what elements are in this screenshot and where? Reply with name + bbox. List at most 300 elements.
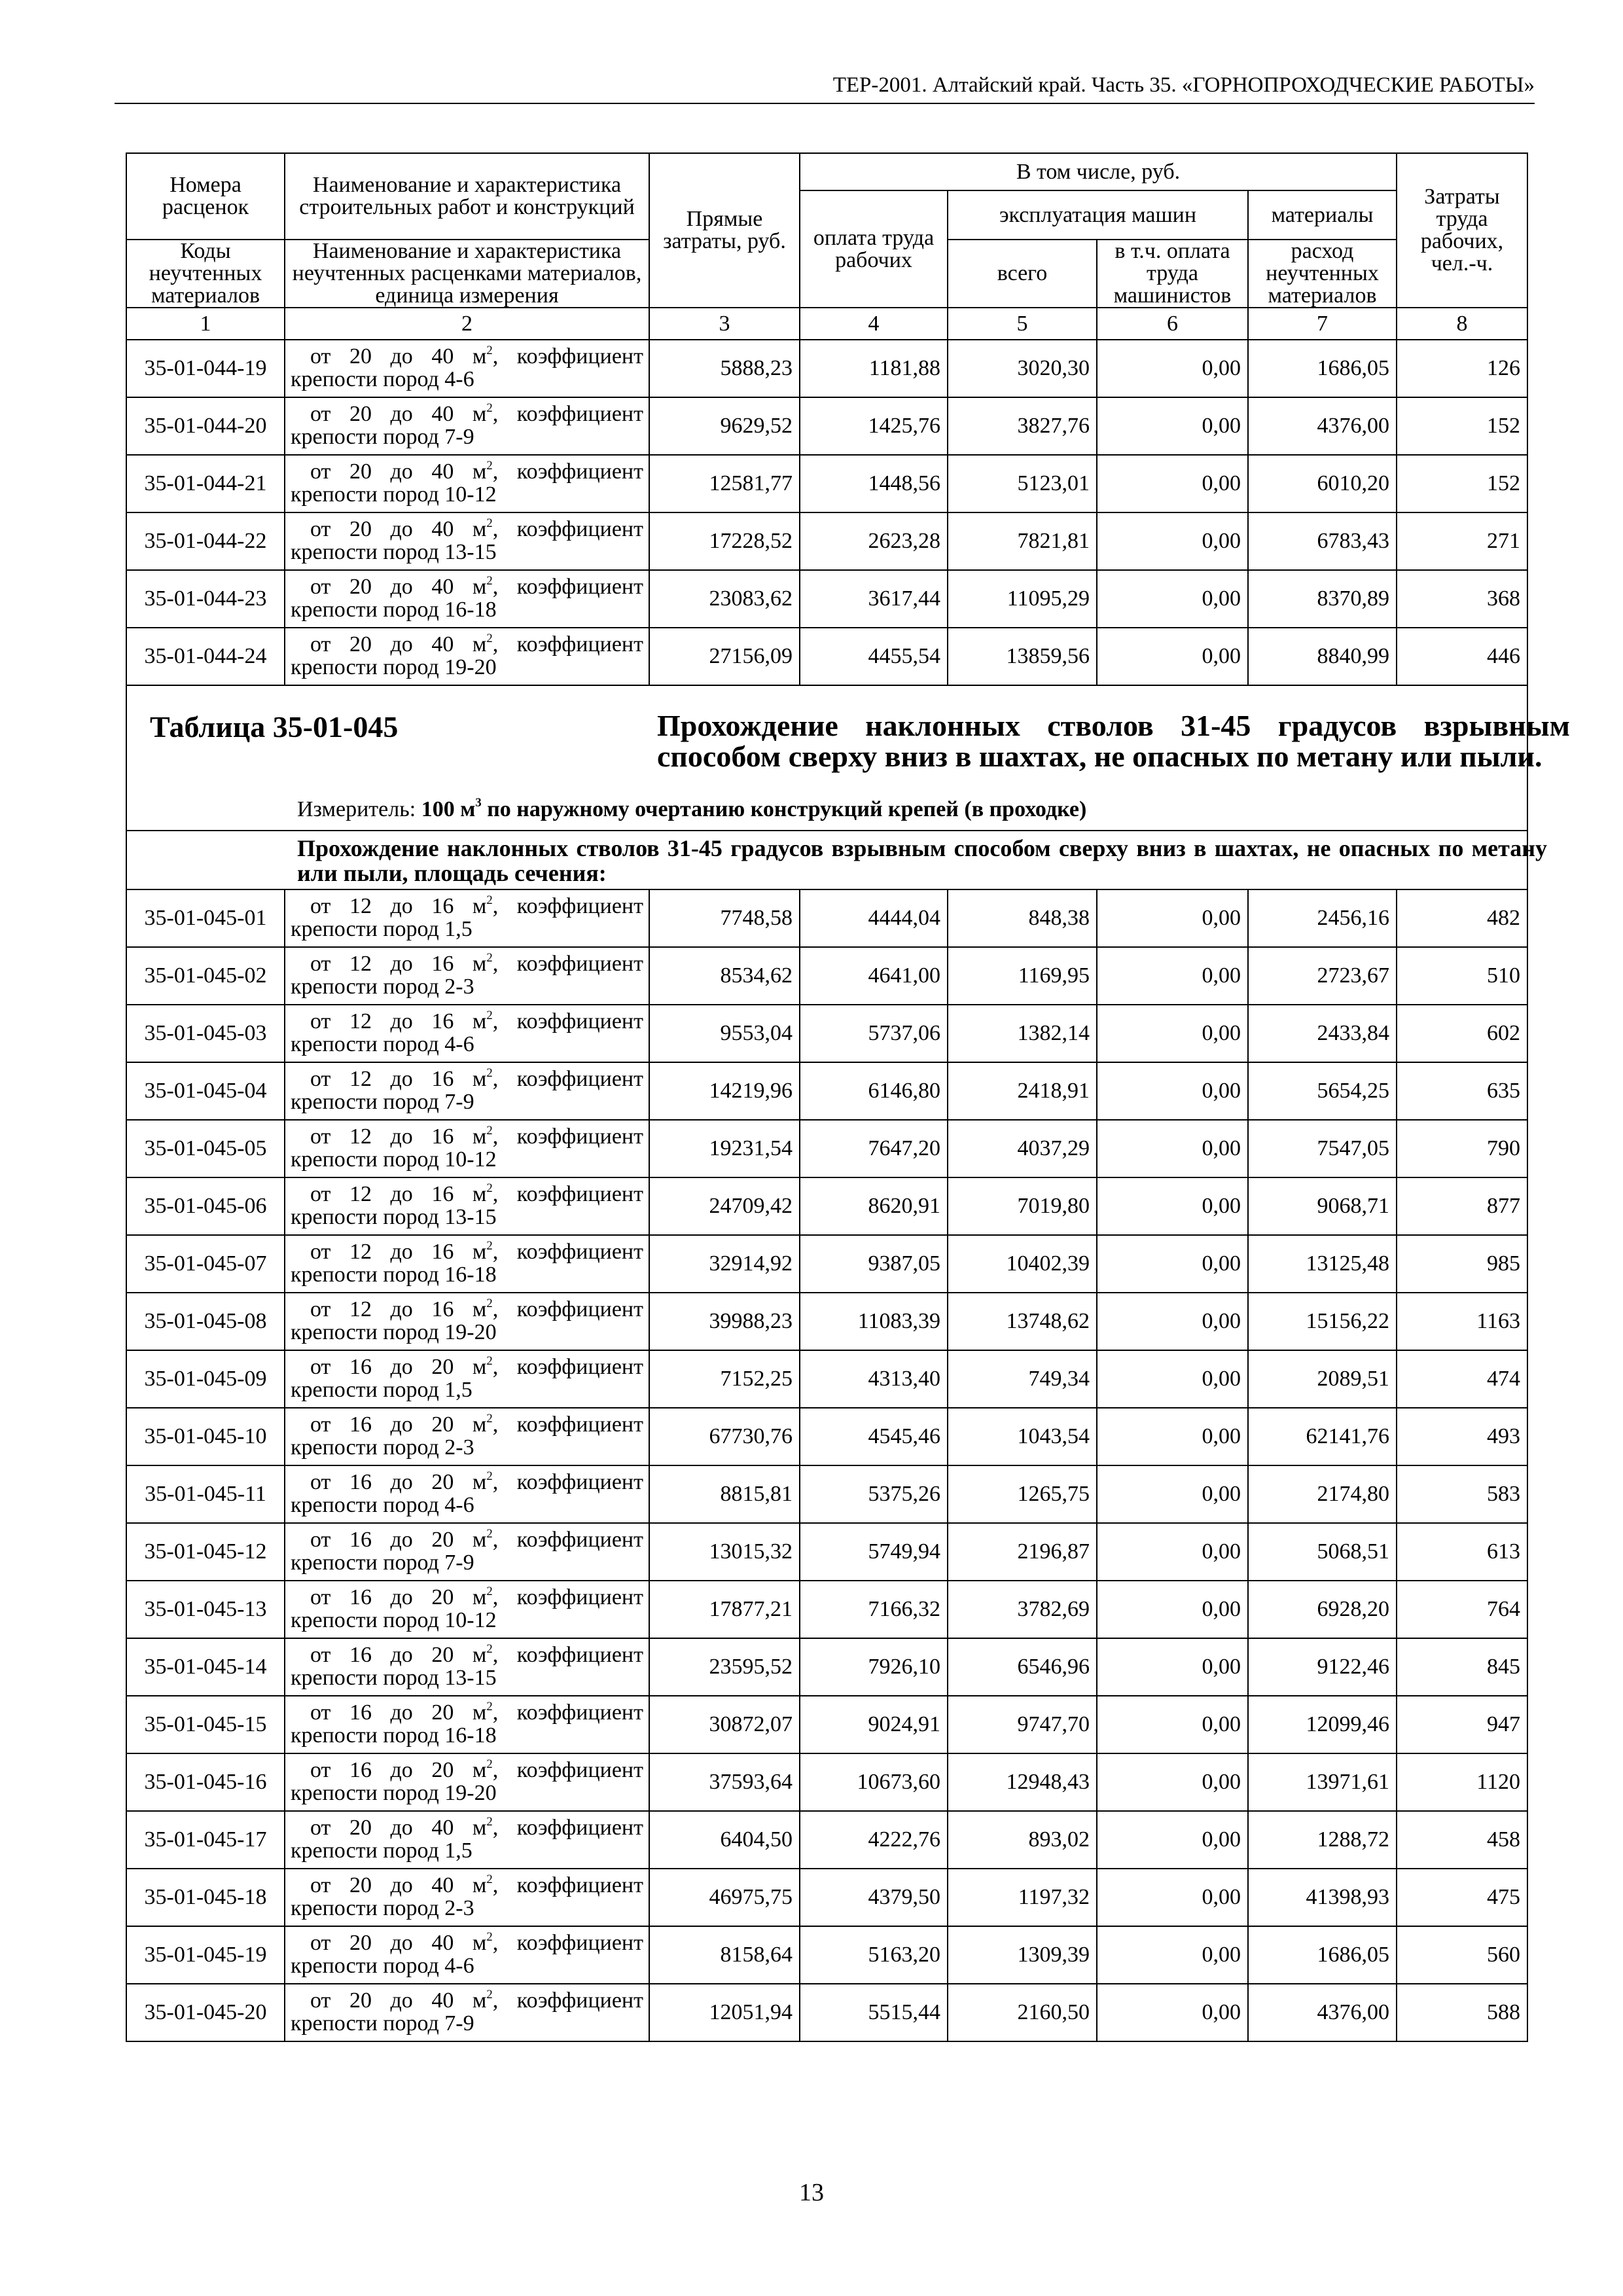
description-line-1 <box>291 1471 643 1494</box>
description-line-1 <box>291 1759 643 1782</box>
materials-value: 12099,46 <box>1248 1696 1397 1753</box>
description-tail: , коэффициент <box>492 1873 643 1898</box>
header-materials: материалы <box>1248 190 1397 240</box>
rate-code: 35-01-044-22 <box>126 512 285 570</box>
machines-total-value: 13748,62 <box>948 1293 1097 1350</box>
column-number: 8 <box>1397 308 1527 340</box>
worker-pay-value: 9024,91 <box>800 1696 948 1753</box>
labor-costs-value: 635 <box>1397 1062 1527 1120</box>
description-range: от 20 до 40 м <box>310 575 487 600</box>
work-description <box>285 1811 649 1869</box>
work-description <box>285 889 649 947</box>
description-tail: , коэффициент <box>492 1585 643 1610</box>
table-row <box>126 1926 1527 1984</box>
description-tail: , коэффициент <box>492 1182 643 1207</box>
description-range: от 16 до 20 м <box>310 1355 487 1380</box>
worker-pay-value: 9387,05 <box>800 1235 948 1293</box>
machines-total-value: 6546,96 <box>948 1638 1097 1696</box>
rate-code: 35-01-045-11 <box>126 1465 285 1523</box>
description-sup: 2 <box>486 344 493 358</box>
operator-pay-value: 0,00 <box>1097 628 1248 685</box>
labor-costs-value: 602 <box>1397 1005 1527 1062</box>
direct-costs-value: 12581,77 <box>649 455 800 512</box>
header-operator-pay: в т.ч. оплата труда машинистов <box>1097 240 1248 308</box>
description-line-2: крепости пород 13-15 <box>291 540 497 564</box>
description-range: от 12 до 16 м <box>310 894 487 919</box>
labor-costs-value: 583 <box>1397 1465 1527 1523</box>
labor-costs-value: 482 <box>1397 889 1527 947</box>
worker-pay-value: 2623,28 <box>800 512 948 570</box>
description-line-2: крепости пород 1,5 <box>291 1839 473 1863</box>
direct-costs-value: 30872,07 <box>649 1696 800 1753</box>
unit-value: 100 м <box>421 797 476 821</box>
work-description <box>285 1984 649 2041</box>
description-sup: 2 <box>486 1124 493 1138</box>
description-sup: 2 <box>486 1700 493 1714</box>
description-line-1 <box>291 895 643 918</box>
work-description <box>285 570 649 628</box>
operator-pay-value: 0,00 <box>1097 1120 1248 1177</box>
worker-pay-value: 4545,46 <box>800 1408 948 1465</box>
description-line-2: крепости пород 4-6 <box>291 1954 474 1978</box>
description-line-2: крепости пород 4-6 <box>291 1032 474 1056</box>
direct-costs-value: 5888,23 <box>649 340 800 397</box>
description-sup: 2 <box>486 1066 493 1081</box>
rate-code: 35-01-045-20 <box>126 1984 285 2041</box>
machines-total-value: 2160,50 <box>948 1984 1097 2041</box>
worker-pay-value: 11083,39 <box>800 1293 948 1350</box>
labor-costs-value: 152 <box>1397 455 1527 512</box>
description-line-2: крепости пород 13-15 <box>291 1205 497 1229</box>
machines-total-value: 2418,91 <box>948 1062 1097 1120</box>
operator-pay-value: 0,00 <box>1097 1638 1248 1696</box>
operator-pay-value: 0,00 <box>1097 455 1248 512</box>
direct-costs-value: 23595,52 <box>649 1638 800 1696</box>
description-line-2: крепости пород 19-20 <box>291 655 497 679</box>
header-material-names: Наименование и характеристика неучтенных расценками материалов, единица измерения <box>285 240 649 308</box>
description-line-1 <box>291 1817 643 1840</box>
table-row <box>126 1811 1527 1869</box>
labor-costs-value: 790 <box>1397 1120 1527 1177</box>
rate-code: 35-01-044-23 <box>126 570 285 628</box>
description-line-1 <box>291 403 643 426</box>
description-tail: , коэффициент <box>492 1124 643 1149</box>
table-row <box>126 1235 1527 1293</box>
rate-code: 35-01-045-01 <box>126 889 285 947</box>
description-line-1 <box>291 518 643 541</box>
machines-total-value: 9747,70 <box>948 1696 1097 1753</box>
worker-pay-value: 1448,56 <box>800 455 948 512</box>
description-sup: 2 <box>486 1642 493 1657</box>
description-line-2: крепости пород 7-9 <box>291 2011 474 2036</box>
work-description <box>285 455 649 512</box>
operator-pay-value: 0,00 <box>1097 1062 1248 1120</box>
machines-total-value: 4037,29 <box>948 1120 1097 1177</box>
operator-pay-value: 0,00 <box>1097 1235 1248 1293</box>
description-sup: 2 <box>486 1239 493 1253</box>
table-row <box>126 1638 1527 1696</box>
column-number: 1 <box>126 308 285 340</box>
rate-code: 35-01-044-20 <box>126 397 285 455</box>
machines-total-value: 1309,39 <box>948 1926 1097 1984</box>
description-line-1 <box>291 1644 643 1667</box>
work-description <box>285 947 649 1005</box>
description-line-1 <box>291 1068 643 1091</box>
work-description <box>285 1869 649 1926</box>
materials-value: 2089,51 <box>1248 1350 1397 1408</box>
operator-pay-value: 0,00 <box>1097 340 1248 397</box>
rate-code: 35-01-045-19 <box>126 1926 285 1984</box>
description-line-2: крепости пород 7-9 <box>291 425 474 449</box>
rate-code: 35-01-045-04 <box>126 1062 285 1120</box>
rate-code: 35-01-045-13 <box>126 1581 285 1638</box>
column-number-row <box>126 308 1527 340</box>
description-sup: 2 <box>486 951 493 965</box>
worker-pay-value: 7647,20 <box>800 1120 948 1177</box>
work-description <box>285 1523 649 1581</box>
machines-total-value: 1265,75 <box>948 1465 1097 1523</box>
labor-costs-value: 126 <box>1397 340 1527 397</box>
column-number: 7 <box>1248 308 1397 340</box>
rows-top <box>126 340 1527 685</box>
section-heading: Прохождение наклонных стволов 31-45 градусов взрывным способом сверху вниз в шахтах, не опасных по метану или пыли, площадь сечения: <box>297 835 1547 886</box>
direct-costs-value: 67730,76 <box>649 1408 800 1465</box>
work-description <box>285 1638 649 1696</box>
table-row <box>126 570 1527 628</box>
description-tail: , коэффициент <box>492 894 643 919</box>
operator-pay-value: 0,00 <box>1097 1523 1248 1581</box>
table-row <box>126 1293 1527 1350</box>
description-range: от 12 до 16 м <box>310 1297 487 1322</box>
table-row <box>126 1465 1527 1523</box>
materials-value: 5068,51 <box>1248 1523 1397 1581</box>
description-sup: 2 <box>486 1988 493 2002</box>
description-sup: 2 <box>486 1527 493 1541</box>
operator-pay-value: 0,00 <box>1097 1465 1248 1523</box>
table-title-row <box>126 685 1527 831</box>
materials-value: 2723,67 <box>1248 947 1397 1005</box>
column-number: 2 <box>285 308 649 340</box>
description-sup: 2 <box>486 1815 493 1829</box>
description-tail: , коэффициент <box>492 1067 643 1092</box>
description-line-1 <box>291 1299 643 1321</box>
description-line-2: крепости пород 1,5 <box>291 917 473 941</box>
price-table <box>126 152 1570 2042</box>
work-description <box>285 1062 649 1120</box>
table-row <box>126 397 1527 455</box>
description-range: от 12 до 16 м <box>310 1240 487 1265</box>
labor-costs-value: 1120 <box>1397 1753 1527 1811</box>
worker-pay-value: 4641,00 <box>800 947 948 1005</box>
materials-value: 1686,05 <box>1248 340 1397 397</box>
operator-pay-value: 0,00 <box>1097 889 1248 947</box>
description-tail: , коэффициент <box>492 1355 643 1380</box>
description-tail: , коэффициент <box>492 1931 643 1956</box>
direct-costs-value: 17228,52 <box>649 512 800 570</box>
direct-costs-value: 46975,75 <box>649 1869 800 1926</box>
table-row <box>126 1120 1527 1177</box>
rate-code: 35-01-045-15 <box>126 1696 285 1753</box>
description-sup: 2 <box>486 893 493 908</box>
labor-costs-value: 446 <box>1397 628 1527 685</box>
materials-value: 2174,80 <box>1248 1465 1397 1523</box>
description-tail: , коэффициент <box>492 1470 643 1495</box>
operator-pay-value: 0,00 <box>1097 1811 1248 1869</box>
labor-costs-value: 588 <box>1397 1984 1527 2041</box>
labor-costs-value: 475 <box>1397 1869 1527 1926</box>
description-range: от 12 до 16 м <box>310 952 487 977</box>
direct-costs-value: 23083,62 <box>649 570 800 628</box>
rate-code: 35-01-045-05 <box>126 1120 285 1177</box>
materials-value: 62141,76 <box>1248 1408 1397 1465</box>
description-tail: , коэффициент <box>492 1988 643 2013</box>
description-line-2: крепости пород 16-18 <box>291 1723 497 1748</box>
operator-pay-value: 0,00 <box>1097 1696 1248 1753</box>
direct-costs-value: 24709,42 <box>649 1177 800 1235</box>
table-row <box>126 512 1527 570</box>
worker-pay-value: 4313,40 <box>800 1350 948 1408</box>
rate-code: 35-01-045-12 <box>126 1523 285 1581</box>
labor-costs-value: 1163 <box>1397 1293 1527 1350</box>
table-unit <box>297 798 1086 821</box>
operator-pay-value: 0,00 <box>1097 1177 1248 1235</box>
labor-costs-value: 474 <box>1397 1350 1527 1408</box>
description-line-1 <box>291 1011 643 1033</box>
description-tail: , коэффициент <box>492 402 643 427</box>
description-line-1 <box>291 576 643 599</box>
table-row <box>126 1523 1527 1581</box>
operator-pay-value: 0,00 <box>1097 1869 1248 1926</box>
description-line-1 <box>291 1183 643 1206</box>
machines-total-value: 12948,43 <box>948 1753 1097 1811</box>
work-description <box>285 628 649 685</box>
machines-total-value: 3020,30 <box>948 340 1097 397</box>
worker-pay-value: 5515,44 <box>800 1984 948 2041</box>
worker-pay-value: 4379,50 <box>800 1869 948 1926</box>
description-line-1 <box>291 1702 643 1725</box>
header-labor-costs: Затраты труда рабочих, чел.-ч. <box>1397 153 1527 308</box>
operator-pay-value: 0,00 <box>1097 1581 1248 1638</box>
rate-code: 35-01-045-07 <box>126 1235 285 1293</box>
operator-pay-value: 0,00 <box>1097 1984 1248 2041</box>
table-row <box>126 947 1527 1005</box>
machines-total-value: 13859,56 <box>948 628 1097 685</box>
header-row-1 <box>126 153 1527 190</box>
description-range: от 16 до 20 м <box>310 1585 487 1610</box>
page-number: 13 <box>799 2179 824 2206</box>
description-line-2: крепости пород 4-6 <box>291 367 474 391</box>
description-tail: , коэффициент <box>492 1412 643 1437</box>
description-tail: , коэффициент <box>492 1758 643 1783</box>
labor-costs-value: 152 <box>1397 397 1527 455</box>
description-range: от 16 до 20 м <box>310 1700 487 1725</box>
table-row <box>126 1350 1527 1408</box>
direct-costs-value: 8815,81 <box>649 1465 800 1523</box>
table-row <box>126 628 1527 685</box>
description-sup: 2 <box>486 1009 493 1023</box>
running-header: ТЕР-2001. Алтайский край. Часть 35. «ГОРНОПРОХОДЧЕСКИЕ РАБОТЫ» <box>115 73 1535 104</box>
header-material-codes: Коды неучтенных материалов <box>126 240 285 308</box>
work-description <box>285 340 649 397</box>
worker-pay-value: 1181,88 <box>800 340 948 397</box>
description-range: от 16 до 20 м <box>310 1528 487 1552</box>
description-sup: 2 <box>486 1873 493 1887</box>
description-tail: , коэффициент <box>492 575 643 600</box>
worker-pay-value: 4455,54 <box>800 628 948 685</box>
materials-value: 8840,99 <box>1248 628 1397 685</box>
labor-costs-value: 845 <box>1397 1638 1527 1696</box>
operator-pay-value: 0,00 <box>1097 570 1248 628</box>
table-row <box>126 1177 1527 1235</box>
rows-bottom <box>126 889 1527 2041</box>
description-tail: , коэффициент <box>492 1297 643 1322</box>
description-line-1 <box>291 1529 643 1552</box>
worker-pay-value: 7926,10 <box>800 1638 948 1696</box>
header-including: В том числе, руб. <box>800 153 1397 190</box>
direct-costs-value: 37593,64 <box>649 1753 800 1811</box>
direct-costs-value: 8158,64 <box>649 1926 800 1984</box>
work-description <box>285 1350 649 1408</box>
description-line-2: крепости пород 16-18 <box>291 1263 497 1287</box>
unit-label: Измеритель: <box>297 797 421 821</box>
machines-total-value: 5123,01 <box>948 455 1097 512</box>
machines-total-value: 7821,81 <box>948 512 1097 570</box>
operator-pay-value: 0,00 <box>1097 947 1248 1005</box>
rate-code: 35-01-044-19 <box>126 340 285 397</box>
description-line-1 <box>291 1126 643 1149</box>
operator-pay-value: 0,00 <box>1097 1293 1248 1350</box>
worker-pay-value: 7166,32 <box>800 1581 948 1638</box>
materials-value: 2433,84 <box>1248 1005 1397 1062</box>
labor-costs-value: 985 <box>1397 1235 1527 1293</box>
description-range: от 16 до 20 м <box>310 1470 487 1495</box>
description-range: от 16 до 20 м <box>310 1758 487 1783</box>
rate-code: 35-01-045-08 <box>126 1293 285 1350</box>
table-row <box>126 1984 1527 2041</box>
table-row <box>126 455 1527 512</box>
work-description <box>285 1235 649 1293</box>
description-sup: 2 <box>486 459 493 473</box>
direct-costs-value: 12051,94 <box>649 1984 800 2041</box>
direct-costs-value: 14219,96 <box>649 1062 800 1120</box>
work-description <box>285 1581 649 1638</box>
machines-total-value: 749,34 <box>948 1350 1097 1408</box>
column-number: 3 <box>649 308 800 340</box>
work-description <box>285 1465 649 1523</box>
description-sup: 2 <box>486 574 493 588</box>
work-description <box>285 1293 649 1350</box>
description-sup: 2 <box>486 1181 493 1196</box>
worker-pay-value: 8620,91 <box>800 1177 948 1235</box>
labor-costs-value: 458 <box>1397 1811 1527 1869</box>
description-tail: , коэффициент <box>492 1700 643 1725</box>
materials-value: 8370,89 <box>1248 570 1397 628</box>
description-line-2: крепости пород 10-12 <box>291 1608 497 1632</box>
table-row <box>126 340 1527 397</box>
column-number: 5 <box>948 308 1097 340</box>
description-line-1 <box>291 634 643 656</box>
description-sup: 2 <box>486 1469 493 1484</box>
machines-total-value: 893,02 <box>948 1811 1097 1869</box>
operator-pay-value: 0,00 <box>1097 512 1248 570</box>
materials-value: 7547,05 <box>1248 1120 1397 1177</box>
operator-pay-value: 0,00 <box>1097 1408 1248 1465</box>
labor-costs-value: 493 <box>1397 1408 1527 1465</box>
worker-pay-value: 3617,44 <box>800 570 948 628</box>
description-line-2: крепости пород 2-3 <box>291 975 474 999</box>
description-line-1 <box>291 346 643 368</box>
description-line-2: крепости пород 10-12 <box>291 1147 497 1172</box>
description-sup: 2 <box>486 1354 493 1369</box>
description-range: от 20 до 40 м <box>310 1816 487 1840</box>
labor-costs-value: 271 <box>1397 512 1527 570</box>
rate-code: 35-01-045-06 <box>126 1177 285 1235</box>
direct-costs-value: 7152,25 <box>649 1350 800 1408</box>
description-tail: , коэффициент <box>492 1009 643 1034</box>
header-worker-pay: оплата труда рабочих <box>800 190 948 308</box>
description-line-1 <box>291 953 643 976</box>
description-range: от 20 до 40 м <box>310 1931 487 1956</box>
description-tail: , коэффициент <box>492 459 643 484</box>
work-description <box>285 1177 649 1235</box>
table-id: Таблица 35-01-045 <box>150 710 399 744</box>
header-work-name: Наименование и характеристика строительных работ и конструкций <box>285 153 649 240</box>
header-unaccounted-materials: расход неучтенных материалов <box>1248 240 1397 308</box>
description-line-2: крепости пород 16-18 <box>291 598 497 622</box>
description-line-2: крепости пород 1,5 <box>291 1378 473 1402</box>
rate-code: 35-01-045-16 <box>126 1753 285 1811</box>
description-line-1 <box>291 1932 643 1955</box>
description-line-1 <box>291 1874 643 1897</box>
table-title: Прохождение наклонных стволов 31-45 градусов взрывным способом сверху вниз в шахтах, не опасных по метану или пыли. <box>657 709 1570 773</box>
direct-costs-value: 17877,21 <box>649 1581 800 1638</box>
worker-pay-value: 5749,94 <box>800 1523 948 1581</box>
description-range: от 20 до 40 м <box>310 402 487 427</box>
description-sup: 2 <box>486 1585 493 1599</box>
description-line-2: крепости пород 10-12 <box>291 482 497 507</box>
header-machines: эксплуатация машин <box>948 190 1248 240</box>
materials-value: 6928,20 <box>1248 1581 1397 1638</box>
work-description <box>285 1696 649 1753</box>
machines-total-value: 3827,76 <box>948 397 1097 455</box>
description-range: от 12 до 16 м <box>310 1124 487 1149</box>
machines-total-value: 1382,14 <box>948 1005 1097 1062</box>
direct-costs-value: 27156,09 <box>649 628 800 685</box>
description-line-2: крепости пород 7-9 <box>291 1551 474 1575</box>
description-line-2: крепости пород 19-20 <box>291 1781 497 1805</box>
description-tail: , коэффициент <box>492 1643 643 1668</box>
materials-value: 15156,22 <box>1248 1293 1397 1350</box>
machines-total-value: 11095,29 <box>948 570 1097 628</box>
description-sup: 2 <box>486 1297 493 1311</box>
rate-code: 35-01-045-09 <box>126 1350 285 1408</box>
direct-costs-value: 19231,54 <box>649 1120 800 1177</box>
worker-pay-value: 10673,60 <box>800 1753 948 1811</box>
machines-total-value: 1169,95 <box>948 947 1097 1005</box>
description-line-1 <box>291 1587 643 1609</box>
header-direct-costs: Прямые затраты, руб. <box>649 153 800 308</box>
description-tail: , коэффициент <box>492 632 643 657</box>
rate-code: 35-01-045-02 <box>126 947 285 1005</box>
description-sup: 2 <box>486 516 493 531</box>
rate-code: 35-01-045-03 <box>126 1005 285 1062</box>
table-row <box>126 1581 1527 1638</box>
work-description <box>285 397 649 455</box>
worker-pay-value: 6146,80 <box>800 1062 948 1120</box>
direct-costs-value: 6404,50 <box>649 1811 800 1869</box>
unit-rest: по наружному очертанию конструкций крепей (в проходке) <box>481 797 1087 821</box>
section-row <box>126 831 1527 889</box>
